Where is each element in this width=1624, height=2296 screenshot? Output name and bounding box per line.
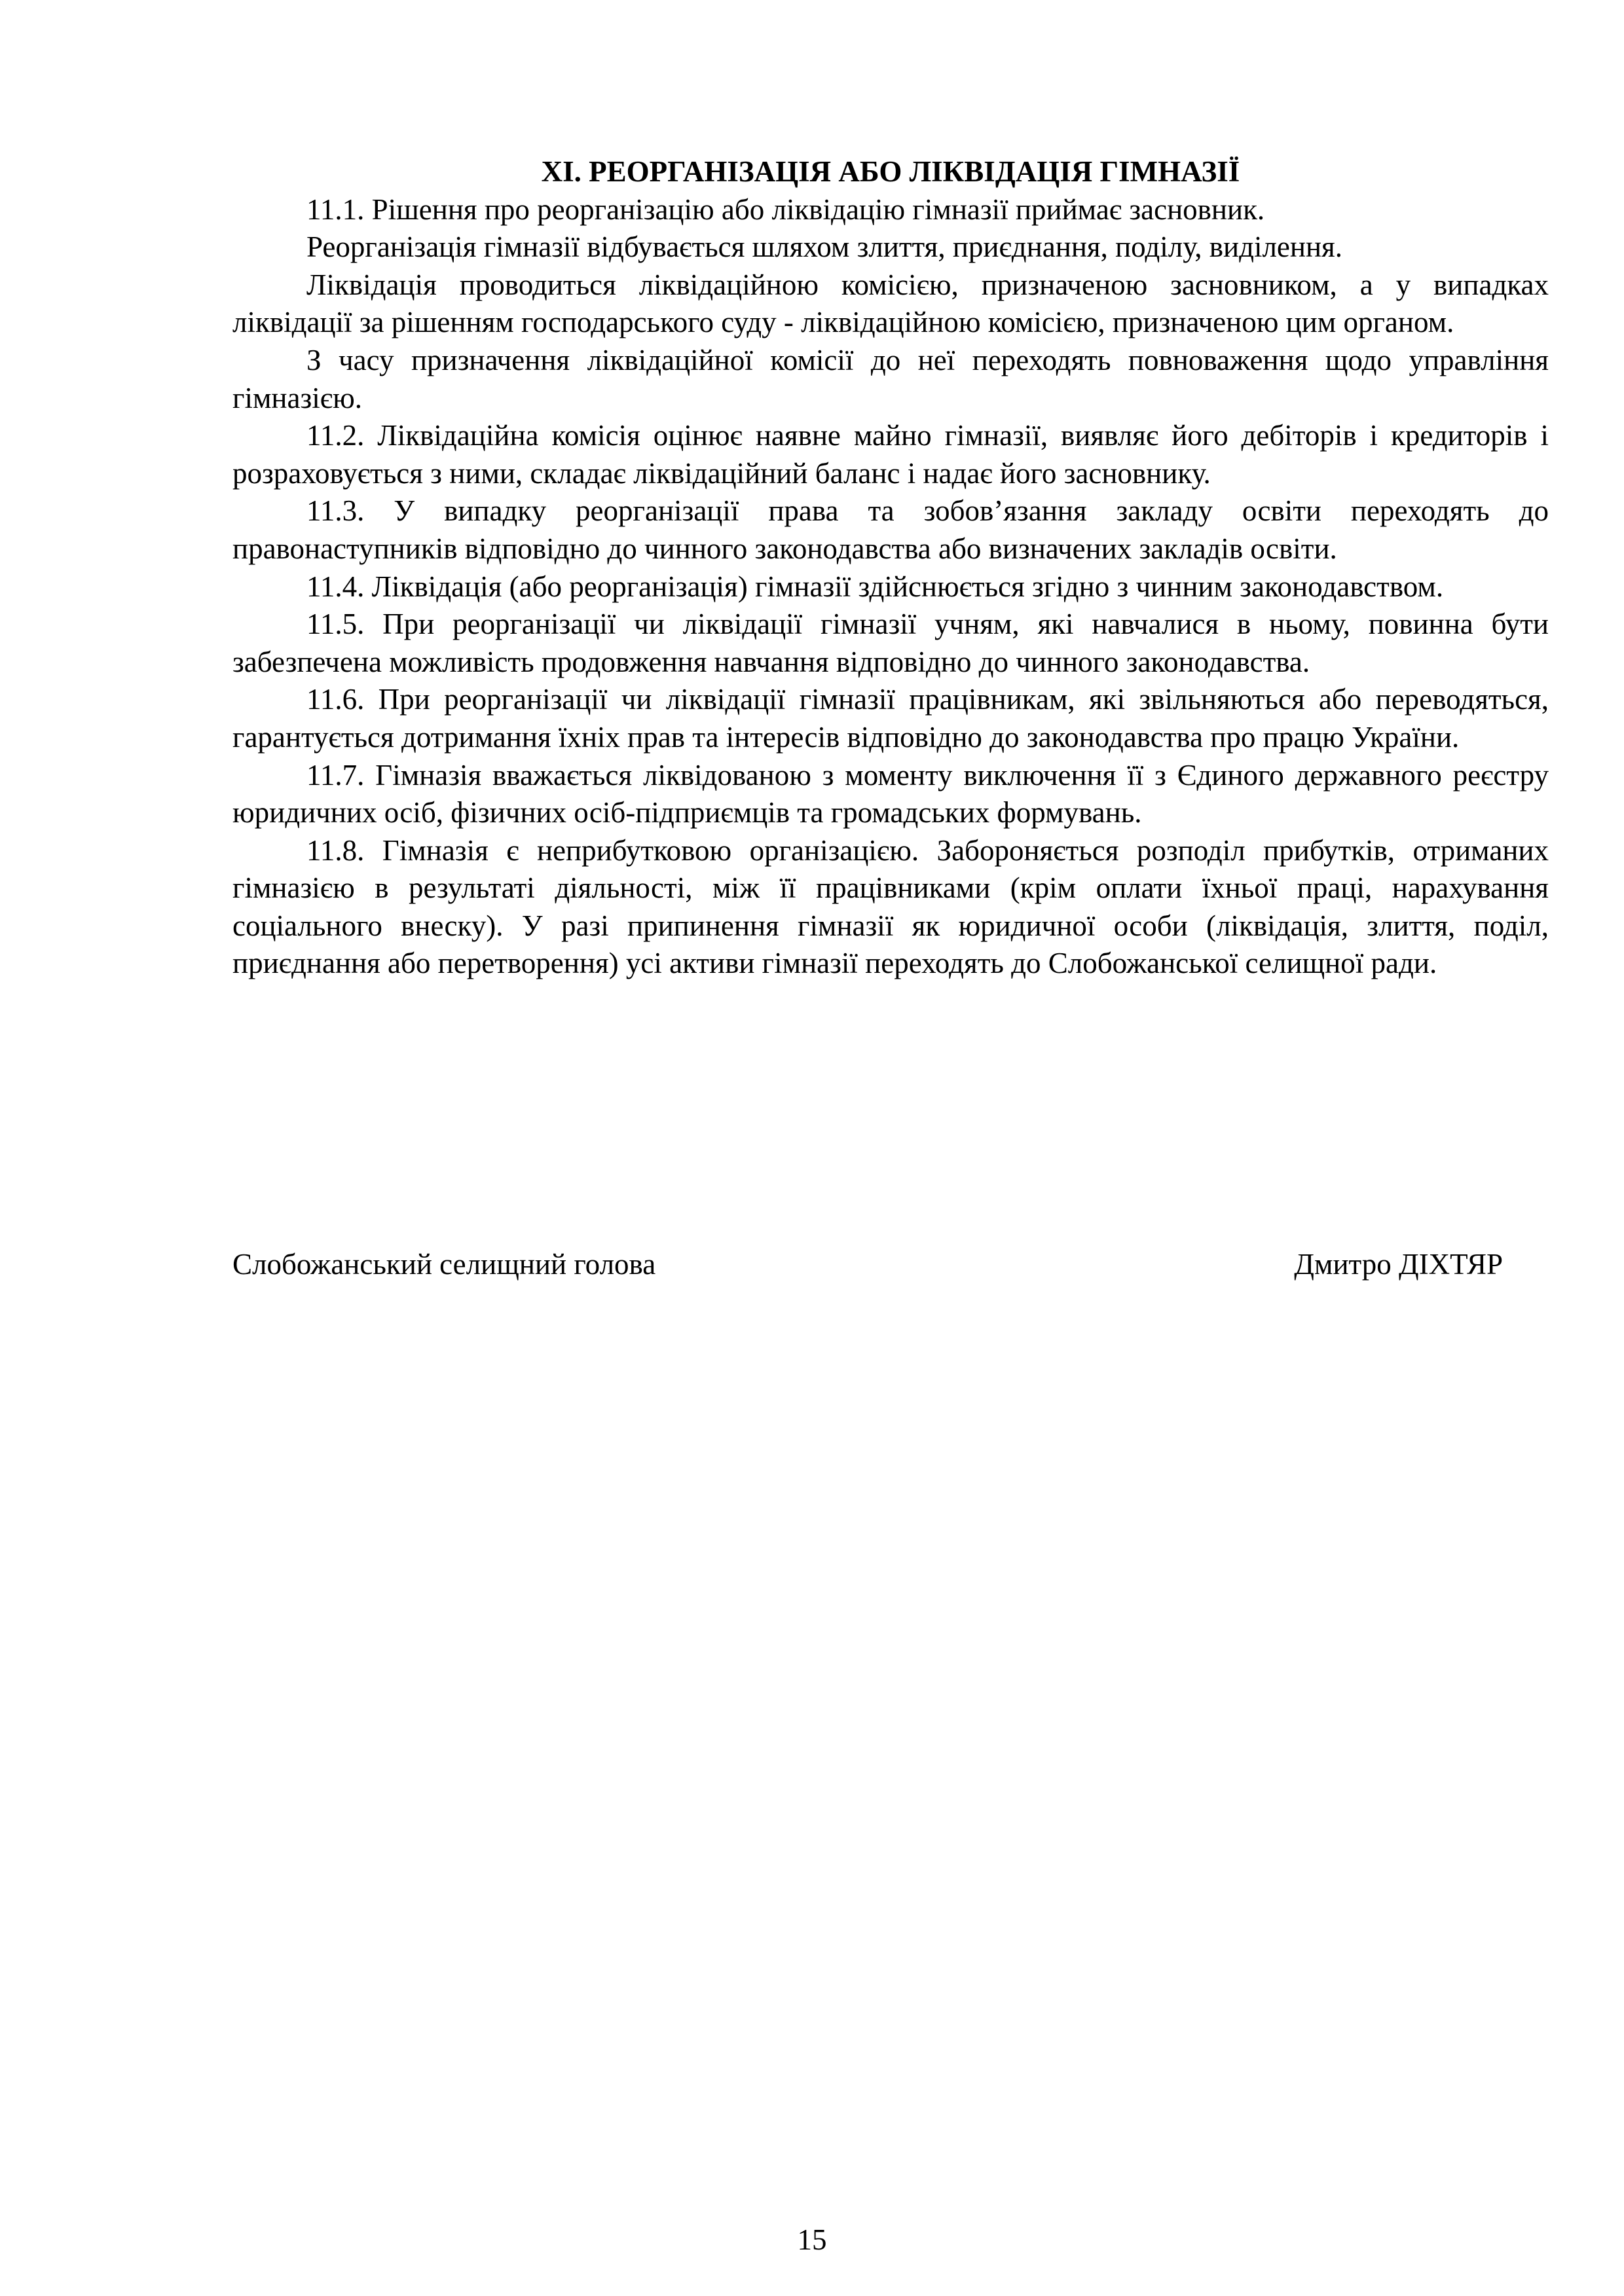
signature-block: [232, 1246, 1503, 1285]
paragraph-11-5: 11.5. При реорганізації чи ліквідації гімназії учням, які навчалися в ньому, повинна бути забезпечена можливість продовження навчання відповідно до чинного законодавства.: [232, 608, 1549, 678]
paragraph-reorganization-forms: Реорганізація гімназії відбувається шляхом злиття, приєднання, поділу, виділення.: [306, 230, 1343, 264]
section-body: [232, 153, 1549, 983]
paragraph-11-6: 11.6. При реорганізації чи ліквідації гімназії працівникам, які звільняються або переводяться, гарантується дотримання їхніх прав та інтересів відповідно до законодавства про працю України.: [232, 683, 1549, 754]
signer-name: Дмитро ДІХТЯР: [1294, 1248, 1503, 1281]
paragraph-11-4: 11.4. Ліквідація (або реорганізація) гімназії здійснюється згідно з чинним законодавством.: [306, 570, 1444, 603]
paragraph-11-8: 11.8. Гімназія є неприбутковою організацією. Забороняється розподіл прибутків, отриманих гімназією в результаті діяльності, між її працівниками (крім оплати їхньої праці, нарахування соціального внеску). У разі припинення гімназії як юридичної особи (ліквідація, злиття, поділ, приєднання або перетворення) усі активи гімназії переходять до Слобожанської селищної ради.: [232, 833, 1549, 980]
paragraph-11-1: 11.1. Рішення про реорганізацію або ліквідацію гімназії приймає засновник.: [306, 192, 1265, 226]
signer-position: Слобожанський селищний голова: [232, 1248, 656, 1281]
paragraph-commission-powers: З часу призначення ліквідаційної комісії до неї переходять повноваження щодо управління гімназією.: [232, 343, 1549, 414]
section-heading: ХІ. РЕОРГАНІЗАЦІЯ АБО ЛІКВІДАЦІЯ ГІМНАЗІЇ: [541, 155, 1240, 188]
paragraph-11-2: 11.2. Ліквідаційна комісія оцінює наявне майно гімназії, виявляє його дебіторів і кредиторів і розраховується з ними, складає ліквідаційний баланс і надає його засновнику.: [232, 419, 1549, 490]
paragraph-liquidation-commission: Ліквідація проводиться ліквідаційною комісією, призначеною засновником, а у випадках ліквідації за рішенням господарського суду - ліквідаційною комісією, призначеною цим органом.: [232, 268, 1549, 339]
paragraph-11-3: 11.3. У випадку реорганізації права та зобов’язання закладу освіти переходять до правонаступників відповідно до чинного законодавства або визначених закладів освіти.: [232, 494, 1549, 565]
page-number: 15: [797, 2223, 827, 2256]
paragraph-11-7: 11.7. Гімназія вважається ліквідованою з моменту виключення її з Єдиного державного реєстру юридичних осіб, фізичних осіб-підприємців та громадських формувань.: [232, 758, 1549, 829]
